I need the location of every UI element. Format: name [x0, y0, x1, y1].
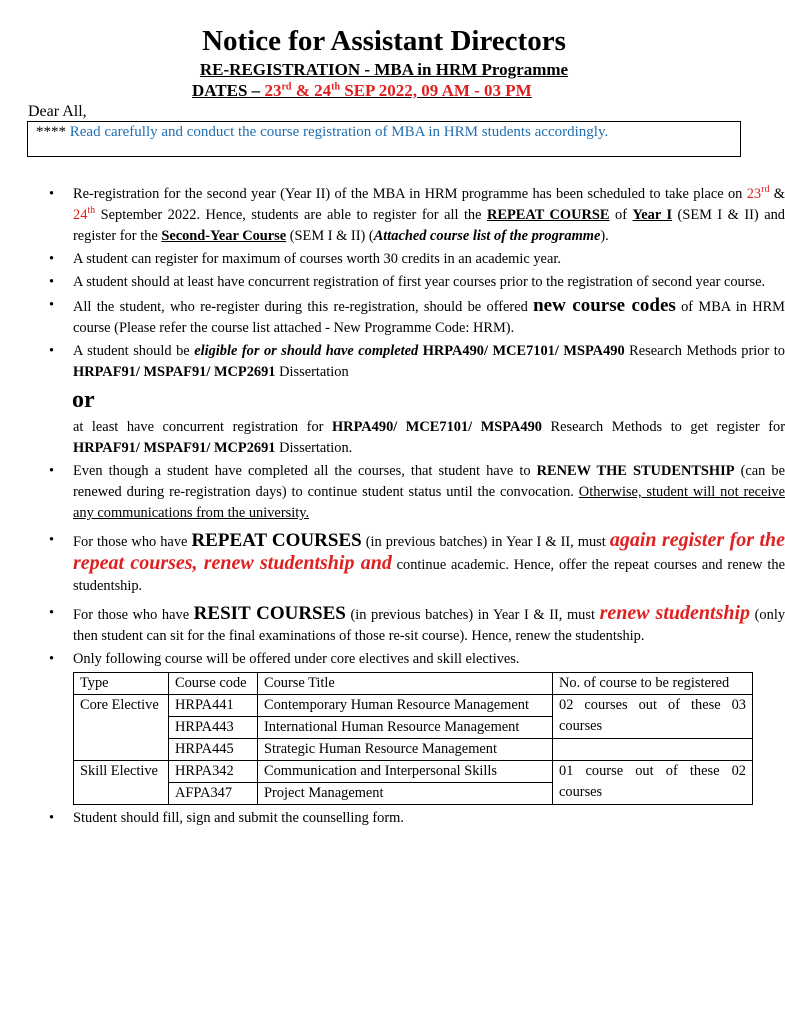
- list-item: [73, 184, 785, 247]
- b7-repeat-courses: REPEAT COURSES: [191, 530, 362, 551]
- subtitle-text: RE-REGISTRATION - MBA in HRM Programme: [199, 60, 569, 79]
- b8-renew-studentship: renew studentship: [599, 602, 751, 624]
- b6-text2: (can be renewed during re-registration days) to continue student status until the convocation.: [73, 463, 785, 500]
- dates-rest: SEP 2022, 09 AM - 03 PM: [340, 81, 532, 100]
- course-title: Project Management: [258, 783, 553, 805]
- b1-second-year: Second-Year Course: [161, 228, 287, 244]
- th-count: No. of course to be registered: [553, 673, 753, 695]
- b1-text4: (SEM I & II) and register for the: [73, 207, 785, 244]
- b1-s2: th: [87, 205, 96, 217]
- table-header-row: [74, 673, 753, 695]
- b4-text: All the student, who re-register during this re-registration, should be offered: [73, 299, 534, 315]
- list-item: • Student should fill, sign and submit the counselling form.: [73, 808, 785, 829]
- b5-text: A student should be: [73, 343, 195, 359]
- course-title: Communication and Interpersonal Skills: [258, 761, 553, 783]
- b1-d1: 23: [746, 186, 762, 202]
- th-title: Course Title: [258, 673, 553, 695]
- b1-text5: (SEM I & II) (: [286, 228, 374, 244]
- b5-codes1: HRPA490/ MCE7101/ MSPA490: [422, 343, 625, 359]
- skill-count: 01 course out of these 02 courses: [553, 761, 753, 805]
- course-title: Strategic Human Resource Management: [258, 739, 553, 761]
- b1-year1: Year I: [632, 207, 673, 223]
- b8-resit-courses: RESIT COURSES: [193, 603, 346, 624]
- list-item: [73, 530, 785, 597]
- dates-sup2: th: [331, 81, 341, 93]
- notice-title: Notice for Assistant Directors: [202, 25, 566, 57]
- b5-eligible: eligible for or should have completed: [194, 343, 419, 359]
- b7-text3: continue academic. Hence, offer the repeat courses and renew the studentship.: [73, 557, 785, 594]
- table-row: [74, 695, 753, 717]
- course-code: HRPA443: [169, 717, 258, 739]
- b6-text: Even though a student have completed all the courses, that student have to: [73, 463, 537, 479]
- course-code: HRPA441: [169, 695, 258, 717]
- b4-new-codes: new course codes: [533, 295, 676, 316]
- th-code: Course code: [169, 673, 258, 695]
- b1-repeat-course: REPEAT COURSE: [487, 207, 610, 223]
- dates-day1: 23: [264, 81, 282, 100]
- core-type: Core Elective: [74, 695, 169, 761]
- b5b-text2: Research Methods to get register for: [541, 419, 785, 435]
- dates-amp: & 24: [291, 81, 332, 100]
- greeting: Dear All,: [28, 103, 87, 120]
- b1-d2: 24: [73, 207, 88, 223]
- b4-text2: of MBA in HRM course (Please refer the course list attached - New Programme Code: HRM).: [73, 299, 785, 336]
- b5-codes2: HRPAF91/ MSPAF91/ MCP2691: [73, 364, 276, 380]
- b7-text: For those who have: [73, 534, 192, 550]
- table-row: [74, 739, 753, 761]
- course-title: Contemporary Human Resource Management: [258, 695, 553, 717]
- note-box: [27, 121, 741, 157]
- list-item: [73, 461, 785, 524]
- dates-value: [264, 81, 531, 100]
- b5b-codes1: HRPA490/ MCE7101/ MSPA490: [331, 419, 542, 435]
- course-table: [73, 672, 753, 805]
- b5b-text: at least have concurrent registration for: [73, 419, 332, 435]
- b1-text3: of: [609, 207, 633, 223]
- list-item: [73, 649, 785, 805]
- skill-type: Skill Elective: [74, 761, 169, 805]
- list-item: • A student can register for maximum of courses worth 30 credits in an academic year.: [73, 249, 785, 270]
- notice-dates: [192, 81, 532, 101]
- table-row: [74, 761, 753, 783]
- b9-text: Only following course will be offered under core electives and skill electives.: [73, 651, 520, 667]
- b1-text: Re-registration for the second year (Year II) of the MBA in HRM programme has been scheduled to take place on: [73, 186, 747, 202]
- b5-text4: Dissertation: [275, 364, 349, 380]
- notice-subtitle: [0, 60, 768, 80]
- b5-text3: Research Methods prior to: [624, 343, 785, 359]
- b8-text: For those who have: [73, 607, 194, 623]
- notice-list: [28, 184, 785, 831]
- b7-text2: (in previous batches) in Year I & II, must: [361, 534, 610, 550]
- b1-attached: Attached course list of the programme: [373, 228, 601, 244]
- empty-cell: [553, 739, 753, 761]
- b1-s1: rd: [761, 184, 770, 196]
- course-code: HRPA342: [169, 761, 258, 783]
- list-item: • A student should at least have concurrent registration of first year courses prior to the registration of second year course.: [73, 272, 785, 293]
- course-code: HRPA445: [169, 739, 258, 761]
- list-item: [73, 603, 785, 647]
- note-stars: ****: [36, 124, 66, 140]
- b7-again-register: again register for the repeat courses, renew studentship and: [73, 529, 785, 574]
- b5b-text3: Dissertation.: [275, 440, 353, 456]
- b8-text2: (in previous batches) in Year I & II, must: [345, 607, 600, 623]
- or-label: or: [72, 387, 95, 413]
- course-title: International Human Resource Management: [258, 717, 553, 739]
- b6-renew: RENEW THE STUDENTSHIP: [536, 463, 735, 479]
- course-code: AFPA347: [169, 783, 258, 805]
- list-item: [73, 295, 785, 339]
- b1-date2: [73, 207, 95, 223]
- dates-sup1: rd: [281, 81, 292, 93]
- b1-date1: [747, 186, 770, 202]
- dates-prefix: DATES –: [192, 81, 265, 100]
- core-count: 02 courses out of these 03 courses: [553, 695, 753, 739]
- b1-text2: September 2022. Hence, students are able to register for all the: [95, 207, 488, 223]
- b6-otherwise: Otherwise, student will not receive any communications from the university.: [73, 484, 785, 521]
- th-type: Type: [74, 673, 169, 695]
- list-item: [73, 341, 785, 459]
- note-text: Read carefully and conduct the course registration of MBA in HRM students accordingly.: [69, 124, 609, 140]
- b1-amp: &: [769, 186, 785, 202]
- b1-text6: ).: [600, 228, 609, 244]
- b8-text3: (only then student can sit for the final examinations of those re-sit course). Hence, renew the studentship.: [73, 607, 785, 644]
- b5b-codes2: HRPAF91/ MSPAF91/ MCP2691: [73, 440, 276, 456]
- b5-continuation: [73, 417, 785, 459]
